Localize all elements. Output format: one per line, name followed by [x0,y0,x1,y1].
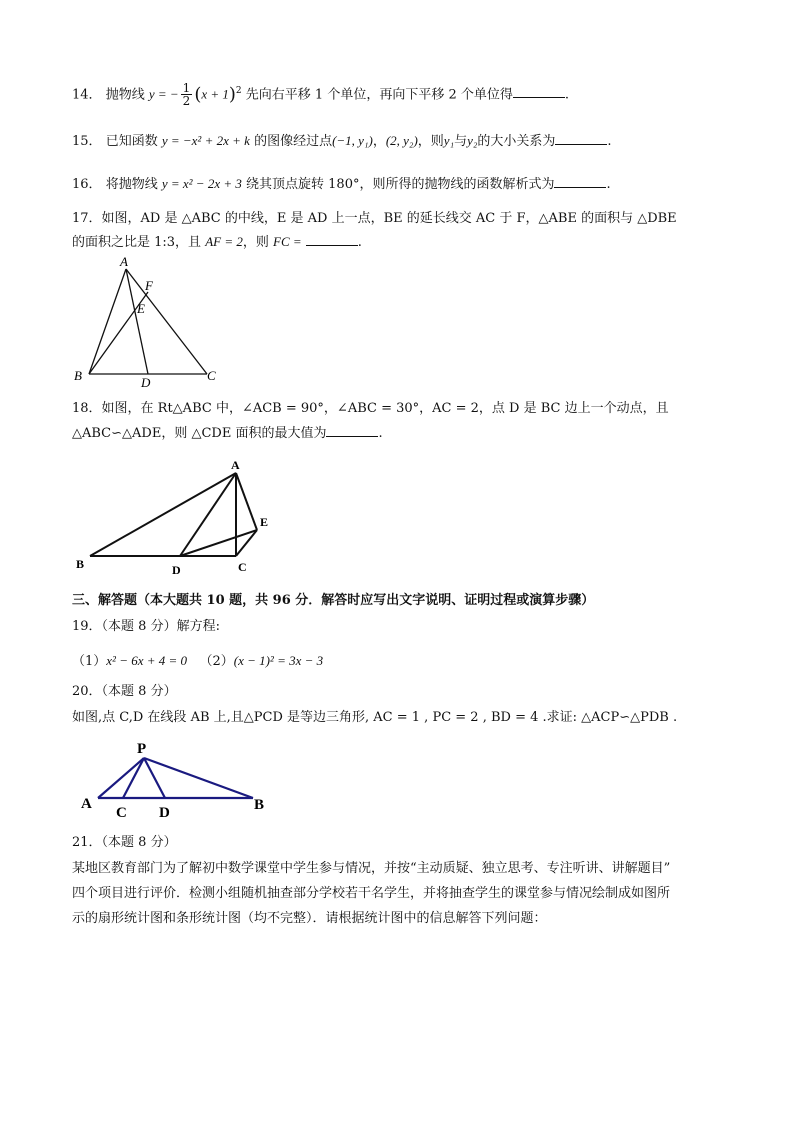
q18-answer-blank[interactable] [326,424,378,437]
q15-answer-blank[interactable] [555,132,607,145]
q14-number: 14． [72,87,102,103]
q18-label-b: B [76,557,85,571]
q18-segment-ae [236,473,257,530]
question-16 [72,175,611,194]
q20-segment-ap [98,758,144,798]
q17-triangle-figure [70,252,230,392]
q18-triangle-figure [70,455,290,580]
q14-period: . [564,87,570,103]
q17-label-a: A [120,254,128,269]
question-19-equations [72,652,323,671]
q17-label-e: E [137,301,145,316]
q18-label-c: C [238,560,247,574]
q20-label-d: D [159,805,170,821]
q15-text-2: 的图像经过点 [254,134,333,149]
q20-label-b: B [254,797,265,813]
q14-lhs: y = − [148,86,179,102]
q18-text-a: △ABC∽△ADE，则 △CDE 面积的最大值为 [72,426,327,441]
q18-label-a: A [231,458,240,472]
q19-equation-2: (x − 1)² = 3x − 3 [233,653,324,668]
q17-label-b: B [74,368,82,383]
q17-text-a: 的面积之比是 1:3，且 [72,235,202,250]
q15-expr: y = −x² + 2x + k [161,133,250,148]
question-17-line-2 [72,233,362,252]
q15-text-1: 已知函数 [105,134,158,149]
question-18-line-1: 18．如图，在 Rt△ABC 中，∠ACB = 90°，∠ABC = 30°，AC = 2，点 D 是 BC 边上一个动点，且 [72,401,669,416]
q20-segment-pc [123,758,144,798]
q14-exponent: 2 [235,86,242,96]
question-20-heading: 20．（本题 8 分） [72,684,177,699]
q17-period: . [357,235,362,250]
q18-segment-ad [180,473,236,556]
q15-point-1: (−1, y₁) [332,133,373,148]
q15-sep: ， [372,134,386,149]
q16-period: . [606,177,611,192]
q17-label-c: C [207,368,216,383]
question-17-line-1: 17．如图，AD 是 △ABC 的中线，E 是 AD 上一点，BE 的延长线交 AC 于 F，△ABE 的面积与 △DBE [72,211,677,226]
q17-segment-ac [126,269,207,374]
q17-segment-ab [89,269,126,374]
q20-segment-pb [144,758,253,798]
q15-y2: y₂ [467,133,478,148]
q20-label-p: P [137,741,147,757]
q14-text-2: 先向右平移 1 个单位，再向下平移 2 个单位得 [245,87,513,103]
q17-fc: FC = [273,234,302,249]
question-21-line-1: 某地区教育部门为了解初中数学课堂中学生参与情况，并按“主动质疑、独立思考、专注听讲、讲解题目” [72,861,671,876]
q17-label-f: F [145,278,153,293]
question-18-line-2 [72,424,383,443]
q19-part-2-label: （2） [199,654,234,669]
q14-answer-blank[interactable] [513,85,565,98]
q16-expr: y = x² − 2x + 3 [161,176,242,191]
section-3-heading: 三、解答题（本大题共 10 题，共 96 分．解答时应写出文字说明、证明过程或演算步骤） [72,593,595,608]
q20-label-c: C [116,805,127,821]
q15-point-2: (2, y₂) [385,133,418,148]
q14-expr: x + 1 [201,86,229,102]
question-21-line-2: 四个项目进行评价．检测小组随机抽查部分学校若干名学生，并将抽查学生的课堂参与情况绘制成如图所 [72,886,671,901]
q17-answer-blank[interactable] [306,233,358,246]
q17-text-b: ，则 [242,235,269,250]
q15-number: 15． [72,134,102,149]
question-20-body: 如图,点 C,D 在线段 AB 上,且△PCD 是等边三角形, AC = 1 , PC = 2 , BD = 4 .求证: △ACP∽△PDB . [72,710,678,725]
q15-period: . [607,134,612,149]
q18-label-e: E [260,515,269,529]
q18-label-d: D [172,563,181,577]
question-21-heading: 21．（本题 8 分） [72,835,177,850]
q14-frac-numerator: 1 [182,81,191,96]
q16-answer-blank[interactable] [554,175,606,188]
q18-period: . [378,426,383,441]
q16-text-2: 绕其顶点旋转 180°，则所得的抛物线的函数解析式为 [246,177,555,192]
q20-figure [70,736,280,821]
q19-equation-1: x² − 6x + 4 = 0 [106,653,188,668]
q16-text-1: 将抛物线 [105,177,158,192]
question-15 [72,132,612,151]
question-14: 14． 抛物线 y = − $\frac{1}{2}$ $(x + 1)^2$ 先向右平移 1 个单位，再向下平移 2 个单位得 . [72,81,570,109]
question-21-line-3: 示的扇形统计图和条形统计图（均不完整）．请根据统计图中的信息解答下列问题： [72,911,547,926]
q14-frac-denominator: 2 [182,94,191,109]
q15-text-5: 的大小关系为 [477,134,556,149]
q16-number: 16． [72,177,102,192]
q14-fraction [181,82,193,107]
q15-y1: y₁ [443,133,455,148]
q20-label-a: A [81,796,92,812]
question-19-heading: 19．（本题 8 分）解方程: [72,619,220,634]
q15-text-3: ，则 [417,134,444,149]
q14-text-1: 抛物线 [105,87,145,103]
q19-part-1-label: （1） [72,654,107,669]
q17-af: AF = 2 [205,234,243,249]
q17-label-d: D [141,375,151,390]
q15-text-4: 与 [454,134,468,149]
